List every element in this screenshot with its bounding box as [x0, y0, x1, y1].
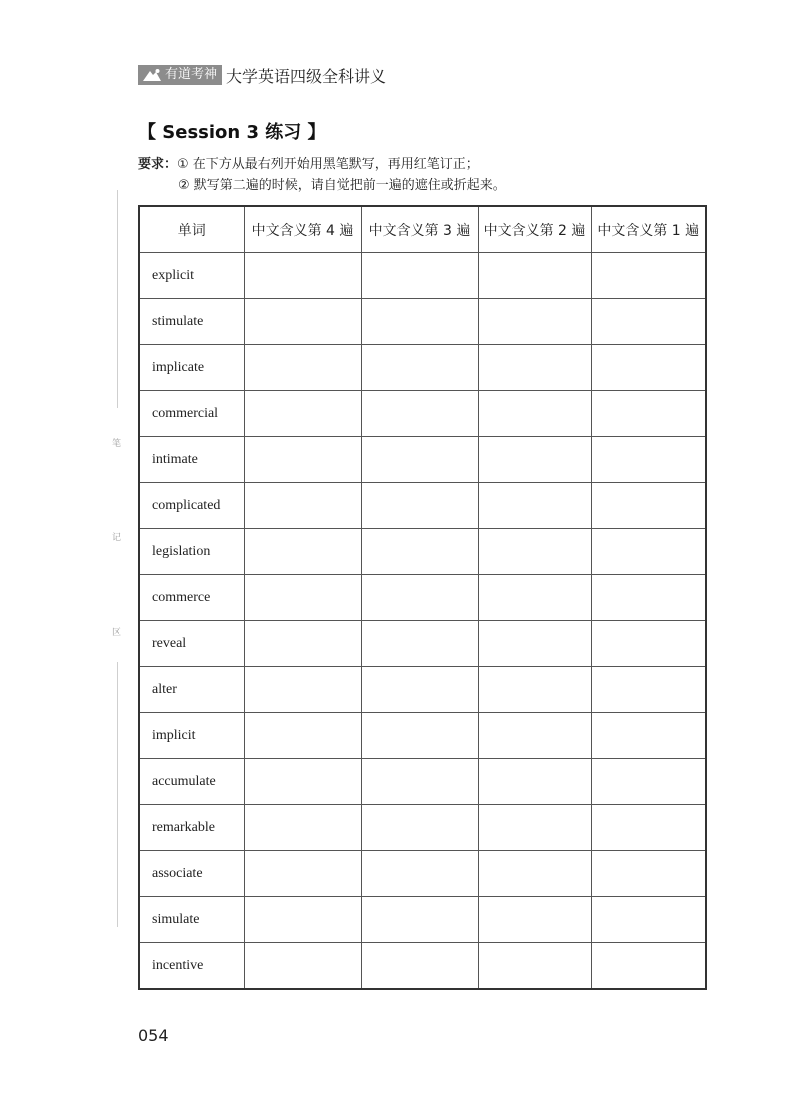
answer-cell — [361, 299, 478, 345]
answer-cell — [244, 299, 361, 345]
answer-cell — [361, 391, 478, 437]
answer-cell — [478, 943, 591, 990]
notes-margin-line-bottom — [117, 662, 118, 927]
answer-cell — [244, 621, 361, 667]
word-cell: reveal — [139, 621, 244, 667]
answer-cell — [591, 253, 706, 299]
table-row — [139, 575, 706, 621]
answer-cell — [478, 851, 591, 897]
answer-cell — [591, 483, 706, 529]
answer-cell — [591, 437, 706, 483]
table-row — [139, 437, 706, 483]
answer-cell — [361, 943, 478, 990]
answer-cell — [591, 805, 706, 851]
answer-cell — [591, 345, 706, 391]
requirement-line-1 — [138, 154, 506, 175]
word-cell: incentive — [139, 943, 244, 990]
answer-cell — [244, 805, 361, 851]
answer-cell — [244, 897, 361, 943]
answer-cell — [361, 897, 478, 943]
requirement-label: 要求： — [138, 157, 178, 172]
answer-cell — [361, 529, 478, 575]
answer-cell — [244, 851, 361, 897]
table-row — [139, 621, 706, 667]
table-row — [139, 529, 706, 575]
answer-cell — [591, 759, 706, 805]
notes-margin-char: 区 — [112, 628, 122, 638]
answer-cell — [591, 943, 706, 990]
word-cell: alter — [139, 667, 244, 713]
word-cell: complicated — [139, 483, 244, 529]
answer-cell — [591, 713, 706, 759]
answer-cell — [244, 253, 361, 299]
answer-cell — [478, 575, 591, 621]
answer-cell — [591, 299, 706, 345]
brand-badge — [138, 65, 222, 85]
answer-cell — [478, 667, 591, 713]
column-header-meaning-1: 中文含义第 1 遍 — [591, 206, 706, 253]
answer-cell — [478, 253, 591, 299]
answer-cell — [361, 575, 478, 621]
table-row — [139, 299, 706, 345]
word-cell: implicate — [139, 345, 244, 391]
table-row — [139, 483, 706, 529]
table-row — [139, 253, 706, 299]
page-number: 054 — [138, 1026, 169, 1045]
answer-cell — [361, 805, 478, 851]
column-header-meaning-3: 中文含义第 3 遍 — [361, 206, 478, 253]
dictation-table — [138, 205, 707, 990]
table-row — [139, 667, 706, 713]
table-row — [139, 391, 706, 437]
requirement-text-1: ① 在下方从最右列开始用黑笔默写，再用红笔订正； — [177, 157, 479, 172]
table-header-row — [139, 206, 706, 253]
word-cell: commerce — [139, 575, 244, 621]
answer-cell — [361, 713, 478, 759]
answer-cell — [478, 299, 591, 345]
answer-cell — [244, 345, 361, 391]
brand-logo-icon — [142, 68, 162, 82]
answer-cell — [591, 529, 706, 575]
word-cell: legislation — [139, 529, 244, 575]
answer-cell — [591, 851, 706, 897]
answer-cell — [361, 253, 478, 299]
table-row — [139, 897, 706, 943]
answer-cell — [478, 345, 591, 391]
answer-cell — [361, 621, 478, 667]
table-row — [139, 943, 706, 990]
answer-cell — [361, 437, 478, 483]
table-row — [139, 805, 706, 851]
table-row — [139, 759, 706, 805]
word-cell: simulate — [139, 897, 244, 943]
column-header-meaning-4: 中文含义第 4 遍 — [244, 206, 361, 253]
answer-cell — [244, 529, 361, 575]
answer-cell — [591, 667, 706, 713]
answer-cell — [361, 667, 478, 713]
page-header — [138, 64, 386, 86]
word-cell: accumulate — [139, 759, 244, 805]
answer-cell — [591, 621, 706, 667]
answer-cell — [478, 437, 591, 483]
notes-margin-char: 笔 — [112, 439, 122, 449]
book-title: 大学英语四级全科讲义 — [226, 66, 387, 86]
brand-name: 有道考神 — [165, 67, 218, 82]
answer-cell — [591, 575, 706, 621]
word-cell: intimate — [139, 437, 244, 483]
answer-cell — [478, 483, 591, 529]
answer-cell — [361, 759, 478, 805]
answer-cell — [244, 759, 361, 805]
word-cell: implicit — [139, 713, 244, 759]
requirement-line-2: ② 默写第二遍的时候，请自觉把前一遍的遮住或折起来。 — [178, 178, 506, 193]
answer-cell — [478, 897, 591, 943]
answer-cell — [478, 391, 591, 437]
answer-cell — [478, 805, 591, 851]
word-cell: commercial — [139, 391, 244, 437]
word-cell: remarkable — [139, 805, 244, 851]
column-header-word: 单词 — [139, 206, 244, 253]
answer-cell — [244, 437, 361, 483]
table-row — [139, 713, 706, 759]
answer-cell — [244, 713, 361, 759]
word-cell: stimulate — [139, 299, 244, 345]
answer-cell — [478, 529, 591, 575]
answer-cell — [244, 943, 361, 990]
answer-cell — [244, 483, 361, 529]
answer-cell — [478, 759, 591, 805]
answer-cell — [244, 391, 361, 437]
answer-cell — [478, 621, 591, 667]
word-cell: explicit — [139, 253, 244, 299]
answer-cell — [244, 667, 361, 713]
answer-cell — [591, 391, 706, 437]
answer-cell — [244, 575, 361, 621]
answer-cell — [478, 713, 591, 759]
answer-cell — [591, 897, 706, 943]
column-header-meaning-2: 中文含义第 2 遍 — [478, 206, 591, 253]
requirements — [138, 154, 506, 196]
answer-cell — [361, 345, 478, 391]
answer-cell — [361, 851, 478, 897]
answer-cell — [361, 483, 478, 529]
table-row — [139, 345, 706, 391]
notes-margin-line-top — [117, 190, 118, 408]
section-title: 【 Session 3 练习 】 — [138, 122, 326, 143]
notes-margin-char: 记 — [112, 533, 122, 543]
word-cell: associate — [139, 851, 244, 897]
table-row — [139, 851, 706, 897]
